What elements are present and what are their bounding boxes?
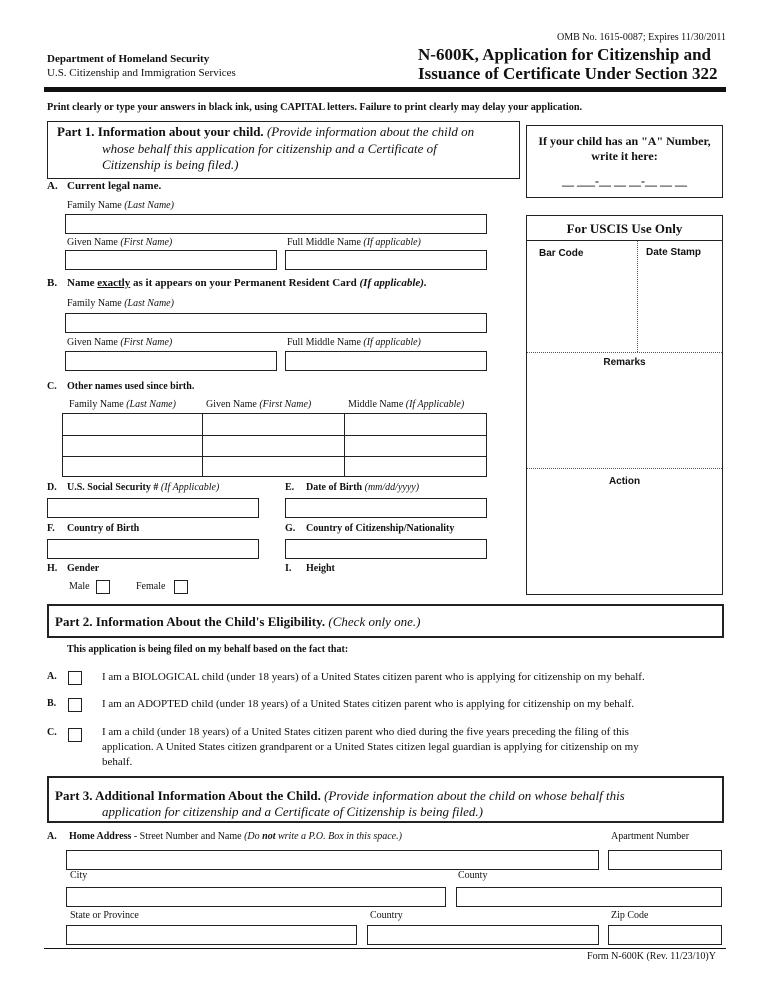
print-instructions: Print clearly or type your answers in black ink, using CAPITAL letters. Failure to print clearly may delay your application. bbox=[47, 102, 583, 113]
omb-number: OMB No. 1615-0087; Expires 11/30/2011 bbox=[557, 32, 726, 43]
state-label: State or Province bbox=[70, 910, 139, 921]
male-checkbox[interactable] bbox=[96, 580, 110, 594]
county-label: County bbox=[458, 870, 488, 881]
other-given-name-input-3[interactable] bbox=[203, 457, 343, 476]
eligibility-b-text: I am an ADOPTED child (under 18 years) of a United States citizen parent who is applying for citizenship on my behalf. bbox=[102, 698, 635, 710]
other-middle-name-input-1[interactable] bbox=[345, 414, 486, 434]
prc-middle-name-input[interactable] bbox=[285, 351, 487, 371]
citizenship-input[interactable] bbox=[285, 539, 487, 559]
country-input[interactable] bbox=[367, 925, 599, 945]
other-middle-name-input-3[interactable] bbox=[345, 457, 486, 476]
country-label: Country bbox=[370, 910, 403, 921]
eligibility-a-checkbox[interactable] bbox=[68, 671, 82, 685]
eligibility-b-checkbox[interactable] bbox=[68, 698, 82, 712]
part1-f-letter: F. bbox=[47, 523, 55, 534]
part1-heading-note2: whose behalf this application for citizenship and a Certificate of bbox=[102, 141, 437, 156]
current-family-name-input[interactable] bbox=[65, 214, 487, 234]
barcode-label: Bar Code bbox=[539, 248, 584, 259]
part1-d-letter: D. bbox=[47, 482, 57, 493]
a-number-line1: If your child has an "A" Number, bbox=[538, 134, 711, 148]
remarks-divider bbox=[527, 352, 722, 353]
prc-given-name-label: Given Name (First Name) bbox=[67, 337, 173, 348]
female-label: Female bbox=[136, 581, 166, 592]
a-number-input[interactable]: __ ___-__ __ __-__ __ __ bbox=[562, 174, 687, 188]
given-name-label: Given Name (First Name) bbox=[67, 237, 173, 248]
female-checkbox[interactable] bbox=[174, 580, 188, 594]
date-stamp-label: Date Stamp bbox=[646, 247, 702, 258]
uscis-use-box bbox=[526, 215, 723, 595]
height-label: Height bbox=[306, 563, 335, 574]
ssn-input[interactable] bbox=[47, 498, 259, 518]
part1-e-letter: E. bbox=[285, 482, 295, 493]
department-name: Department of Homeland Security bbox=[47, 53, 210, 65]
other-family-name-input-3[interactable] bbox=[63, 457, 201, 476]
current-middle-name-input[interactable] bbox=[285, 250, 487, 270]
apt-label: Apartment Number bbox=[611, 831, 690, 842]
prc-middle-name-label: Full Middle Name (If applicable) bbox=[287, 337, 421, 348]
zip-input[interactable] bbox=[608, 925, 722, 945]
country-of-birth-input[interactable] bbox=[47, 539, 259, 559]
uscis-title: For USCIS Use Only bbox=[566, 221, 683, 236]
part1-a-label: Current legal name. bbox=[67, 180, 162, 192]
eligibility-c-checkbox[interactable] bbox=[68, 728, 82, 742]
eligibility-c-text-1: I am a child (under 18 years) of a United States citizen parent who died during the five years preceding the filing of this bbox=[102, 726, 629, 738]
part3-heading: Part 3. Additional Information About the Child. (Provide information about the child on whose behalf this bbox=[55, 788, 625, 803]
part2-b-letter: B. bbox=[47, 698, 57, 709]
part2-intro: This application is being filed on my behalf based on the fact that: bbox=[67, 644, 349, 655]
part1-a-letter: A. bbox=[47, 180, 58, 192]
dob-input[interactable] bbox=[285, 498, 487, 518]
male-label: Male bbox=[69, 581, 90, 592]
citizenship-label: Country of Citizenship/Nationality bbox=[306, 523, 455, 534]
eligibility-c-text-3: behalf. bbox=[102, 756, 133, 768]
other-family-name-input-1[interactable] bbox=[63, 414, 201, 434]
part1-c-letter: C. bbox=[47, 381, 57, 392]
gender-label: Gender bbox=[67, 563, 100, 574]
dob-label: Date of Birth (mm/dd/yyyy) bbox=[306, 482, 420, 493]
family-name-label: Family Name (Last Name) bbox=[67, 200, 174, 211]
part2-a-letter: A. bbox=[47, 671, 57, 682]
part3-a-letter: A. bbox=[47, 831, 57, 842]
other-family-name-input-2[interactable] bbox=[63, 436, 201, 456]
part1-c-label: Other names used since birth. bbox=[67, 381, 195, 392]
uscis-title-divider bbox=[526, 240, 723, 241]
part1-i-letter: I. bbox=[285, 563, 292, 574]
form-title-line1: N-600K, Application for Citizenship and bbox=[418, 45, 711, 64]
county-input[interactable] bbox=[456, 887, 722, 907]
part1-h-letter: H. bbox=[47, 563, 58, 574]
part1-g-letter: G. bbox=[285, 523, 296, 534]
prc-given-name-input[interactable] bbox=[65, 351, 277, 371]
header-rule bbox=[44, 87, 726, 92]
other-given-name-input-2[interactable] bbox=[203, 436, 343, 456]
part3-heading-note2: application for citizenship and a Certificate of Citizenship is being filed.) bbox=[102, 804, 483, 819]
part1-heading-note3: Citizenship is being filed.) bbox=[102, 157, 239, 172]
middle-name-label: Full Middle Name (If applicable) bbox=[287, 237, 421, 248]
street-address-input[interactable] bbox=[66, 850, 599, 870]
other-given-name-label: Given Name (First Name) bbox=[206, 399, 312, 410]
other-given-name-input-1[interactable] bbox=[203, 414, 343, 434]
remarks-label: Remarks bbox=[603, 357, 646, 368]
country-of-birth-label: Country of Birth bbox=[67, 523, 140, 534]
part2-c-letter: C. bbox=[47, 727, 57, 738]
state-input[interactable] bbox=[66, 925, 357, 945]
prc-family-name-input[interactable] bbox=[65, 313, 487, 333]
prc-family-name-label: Family Name (Last Name) bbox=[67, 298, 174, 309]
footer-rule bbox=[44, 948, 726, 949]
other-middle-name-input-2[interactable] bbox=[345, 436, 486, 456]
part1-b-letter: B. bbox=[47, 277, 58, 289]
agency-name: U.S. Citizenship and Immigration Services bbox=[47, 67, 236, 79]
ssn-label: U.S. Social Security # (If Applicable) bbox=[67, 482, 220, 493]
action-label: Action bbox=[608, 476, 641, 487]
other-middle-name-label: Middle Name (If Applicable) bbox=[348, 399, 465, 410]
part1-heading: Part 1. Information about your child. (Provide information about the child on bbox=[57, 124, 475, 139]
barcode-divider bbox=[637, 241, 638, 352]
city-label: City bbox=[70, 870, 88, 881]
part2-heading: Part 2. Information About the Child's Eligibility. (Check only one.) bbox=[55, 614, 421, 629]
eligibility-c-text-2: application. A United States citizen grandparent or a United States citizen legal guardian is applying for citizenship on my bbox=[102, 741, 639, 753]
current-given-name-input[interactable] bbox=[65, 250, 277, 270]
other-family-name-label: Family Name (Last Name) bbox=[69, 399, 176, 410]
home-address-label: Home Address - Street Number and Name (Do not write a P.O. Box in this space.) bbox=[69, 831, 402, 842]
city-input[interactable] bbox=[66, 887, 446, 907]
part1-b-label: Name exactly as it appears on your Permanent Resident Card (If applicable). bbox=[67, 277, 427, 289]
zip-label: Zip Code bbox=[611, 910, 649, 921]
a-number-line2: write it here: bbox=[591, 149, 658, 163]
eligibility-a-text: I am a BIOLOGICAL child (under 18 years) of a United States citizen parent who is applying for citizenship on my behalf. bbox=[102, 671, 645, 683]
form-number: Form N-600K (Rev. 11/23/10)Y bbox=[587, 951, 716, 962]
apartment-number-input[interactable] bbox=[608, 850, 722, 870]
action-divider bbox=[527, 468, 722, 469]
form-title-line2: Issuance of Certificate Under Section 322 bbox=[418, 64, 718, 83]
